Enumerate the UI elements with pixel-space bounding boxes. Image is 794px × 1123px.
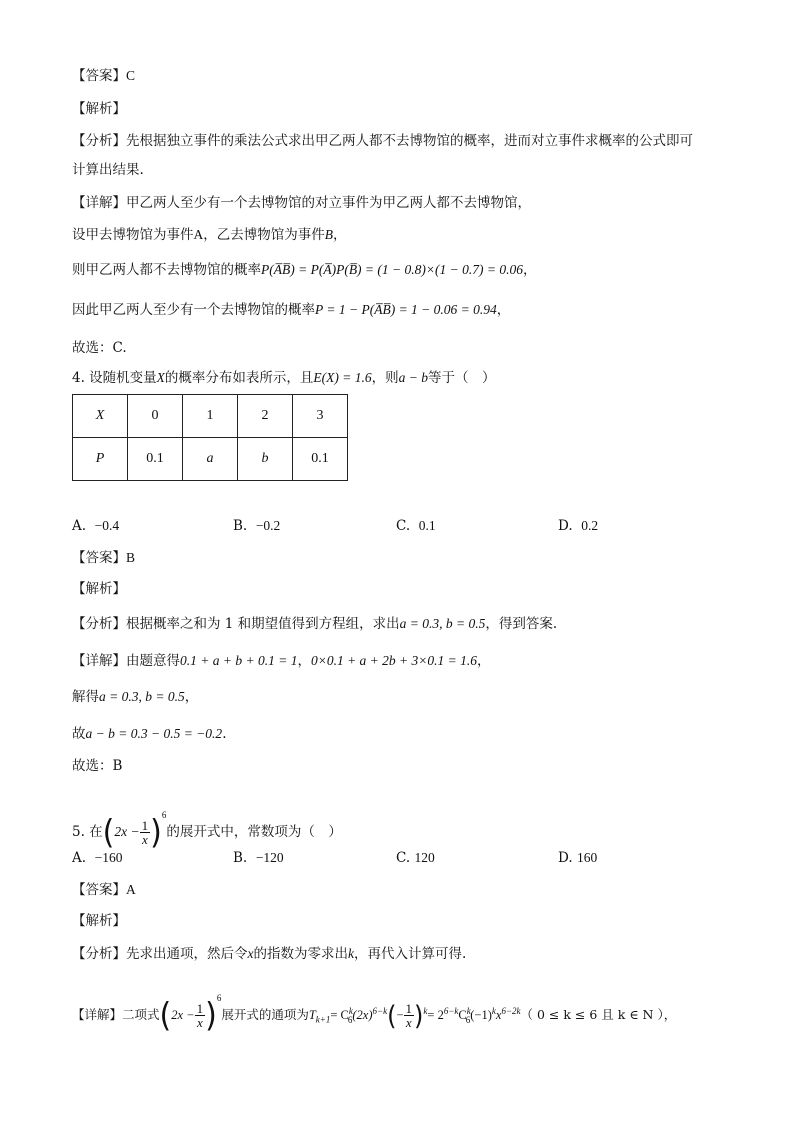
q3-analysis-line-2: 计算出结果.: [72, 162, 144, 178]
option-label: D.: [558, 850, 573, 866]
power-of-two: = 2: [427, 1008, 444, 1022]
probability-formula: P(A̅B̅) = P(A̅)P(B̅) = (1 − 0.8)×(1 − 0.7) = 0.06: [261, 262, 523, 277]
punct: ，: [522, 262, 537, 278]
q5-option-d[interactable]: [558, 848, 597, 868]
combination-sub: 6: [465, 1014, 471, 1025]
table-cell: 0: [128, 395, 183, 438]
q3-detail-line-1: [72, 193, 734, 213]
paren-left: (: [387, 1000, 397, 1031]
paren-left: (: [159, 995, 172, 1035]
stem-text: 4. 设随机变量: [72, 370, 157, 386]
q4-answer-line: [72, 548, 734, 568]
q4-option-b[interactable]: [233, 516, 280, 536]
detail-text: 则甲乙两人都不去博物馆的概率: [72, 262, 261, 278]
fraction: [140, 819, 151, 846]
table-cell: 1: [183, 395, 238, 438]
option-label: B.: [233, 518, 248, 534]
q4-option-c[interactable]: [396, 516, 436, 536]
stem-text: 5. 在: [72, 824, 103, 840]
punct: ，: [333, 227, 347, 243]
combination-sub: 6: [347, 1014, 353, 1025]
option-value: −120: [255, 850, 284, 865]
option-value: −0.2: [255, 518, 281, 533]
table-cell: 0.1: [293, 438, 348, 481]
power-exponent: 6−k: [443, 1005, 459, 1016]
answer-tag: 【答案】: [72, 68, 126, 84]
detail-tag: 【详解】: [72, 195, 126, 211]
option-value: 0.1: [418, 518, 436, 533]
q4-detail-line-2: [72, 687, 734, 707]
option-value: 160: [576, 850, 598, 865]
q5-option-b[interactable]: [233, 848, 284, 868]
fraction-denominator: x: [405, 1015, 412, 1030]
probability-table: [72, 394, 348, 481]
analysis-text: ，再代入计算可得.: [354, 946, 467, 962]
equation-sum: 0.1 + a + b + 0.1 = 1: [180, 653, 298, 668]
fraction: [195, 1002, 206, 1029]
analysis-text: 先根据独立事件的乘法公式求出甲乙两人都不去博物馆的概率，进而对立事件求概率的公式即可: [126, 133, 693, 149]
detail-text: 故: [72, 726, 86, 742]
q3-choice: 故选：C.: [72, 340, 127, 356]
punct: ，: [477, 653, 491, 669]
option-label: B.: [233, 850, 248, 866]
answer-value: C: [126, 68, 136, 83]
stem-text: ，则: [371, 370, 399, 386]
neg-one: (−1): [470, 1008, 492, 1022]
table-cell: P: [73, 438, 128, 481]
x-exponent: 6−2k: [501, 1005, 521, 1016]
base-exponent: 6−k: [372, 1005, 388, 1016]
detail-text: 由题意得: [126, 653, 180, 669]
probability-formula: P = 1 − P(A̅B̅) = 1 − 0.06 = 0.94: [315, 302, 497, 317]
detail-text: ，乙去博物馆为事件: [203, 227, 325, 243]
fraction-numerator: 1: [196, 1001, 204, 1016]
exponent: 6: [216, 993, 222, 1003]
q5-detail-line: 【详解】二项式(2x − $\frac{1}{x}$ )$^6$展开式的通项为$T_{k+1}= C^k_6(2x)^{6-k}(-$ $\frac{1}{x}$ )$^k= 2^{6-k}C^k_6(-1)^kx^{6-2k}$（ 0 ≤ k ≤ 6 且 k ∈ N ），: [72, 978, 734, 1018]
analysis-text: 根据概率之和为 1 和期望值得到方程组，求出: [126, 616, 400, 632]
combination-sup: k: [348, 1005, 353, 1016]
condition: （ 0 ≤ k ≤ 6 且 k ∈ N ），: [520, 1007, 677, 1022]
table-cell: a: [183, 438, 238, 481]
table-row-header: [73, 395, 348, 438]
paren-left: (: [102, 812, 115, 852]
q3-detail-line-3: [72, 260, 734, 280]
result-formula: a − b = 0.3 − 0.5 = −0.2: [85, 726, 223, 741]
option-label: A.: [72, 518, 87, 534]
punct: ，: [297, 653, 311, 669]
analysis-tag: 【分析】: [72, 616, 126, 632]
table-cell: 3: [293, 395, 348, 438]
analysis-text: ，得到答案.: [485, 616, 558, 632]
table-cell: 2: [238, 395, 293, 438]
answer-tag: 【答案】: [72, 550, 126, 566]
table-cell: b: [238, 438, 293, 481]
table-cell: X: [73, 395, 128, 438]
variable-x: x: [495, 1008, 502, 1022]
expr-left: 2x −: [171, 1008, 195, 1022]
q3-answer-line: [72, 66, 734, 86]
paren-right: ): [414, 1000, 424, 1031]
q5-option-c[interactable]: [396, 848, 435, 868]
detail-text: 设甲去博物馆为事件: [72, 227, 194, 243]
expectation-formula: E(X) = 1.6: [313, 370, 372, 385]
detail-text: 因此甲乙两人至少有一个去博物馆的概率: [72, 302, 315, 318]
punct: ，: [184, 689, 199, 705]
option-value: 0.2: [581, 518, 599, 533]
table-cell: 0.1: [128, 438, 183, 481]
fraction-numerator: 1: [405, 1001, 413, 1016]
event-a: A: [193, 227, 204, 242]
analysis-tag: 【分析】: [72, 133, 126, 149]
option-label: C.: [396, 850, 411, 866]
punct: .: [222, 726, 227, 742]
q3-analysis-heading: 【解析】: [72, 101, 126, 117]
answer-tag: 【答案】: [72, 882, 126, 898]
q5-stem: [72, 798, 734, 852]
paren-right: ): [150, 812, 162, 852]
answer-value: A: [126, 882, 136, 897]
q4-detail-line-3: [72, 724, 734, 744]
answer-value: B: [126, 550, 136, 565]
q4-analysis-heading: 【解析】: [72, 581, 126, 597]
paren-right: ): [205, 995, 217, 1035]
solution-formula: a = 0.3, b = 0.5: [399, 616, 486, 631]
option-label: A.: [72, 850, 87, 866]
q4-analysis-line: [72, 614, 734, 634]
combination-symbol: C: [458, 1008, 467, 1022]
detail-text: 展开式的通项为: [221, 1007, 309, 1022]
exponent: k: [423, 1005, 428, 1016]
fraction-denominator: x: [196, 1015, 203, 1030]
detail-text: 二项式: [122, 1007, 160, 1022]
q4-choice: 故选：B: [72, 758, 123, 774]
expr-left: 2x −: [114, 824, 140, 839]
q5-analysis-line: [72, 944, 734, 964]
exponent: 6: [161, 810, 167, 820]
detail-tag: 【详解】: [72, 1007, 123, 1022]
neg-one-exponent: k: [491, 1005, 496, 1016]
variable-x: X: [156, 370, 165, 385]
variable-x: x: [247, 946, 254, 961]
option-value: −160: [94, 850, 123, 865]
option-label: D.: [558, 518, 573, 534]
combination-symbol: = C: [330, 1008, 349, 1022]
variable-k: k: [348, 946, 354, 961]
option-value: 120: [414, 850, 435, 865]
term-subscript: k+1: [315, 1014, 331, 1025]
combination-sup: k: [466, 1005, 471, 1016]
q4-option-d[interactable]: [558, 516, 598, 536]
fraction: [404, 1002, 415, 1029]
q3-detail-line-2: [72, 225, 734, 245]
q4-stem: [72, 368, 734, 388]
fraction-numerator: 1: [141, 818, 149, 833]
option-label: C.: [396, 518, 411, 534]
analysis-text: 的指数为零求出: [253, 946, 348, 962]
stem-text: 的展开式中，常数项为（ ）: [166, 824, 342, 840]
q4-detail-line-1: [72, 651, 734, 671]
analysis-text: 先求出通项，然后令: [126, 946, 248, 962]
analysis-tag: 【分析】: [72, 946, 126, 962]
difference-formula: a − b: [398, 370, 429, 385]
q5-analysis-heading: 【解析】: [72, 913, 126, 929]
punct: ，: [496, 302, 511, 318]
detail-tag: 【详解】: [72, 653, 126, 669]
stem-text: 的概率分布如表所示，且: [164, 370, 314, 386]
table-row-probability: [73, 438, 348, 481]
option-value: −0.4: [94, 518, 120, 533]
fraction-denominator: x: [141, 832, 148, 847]
event-b: B: [324, 227, 333, 242]
q4-option-a[interactable]: [72, 516, 119, 536]
detail-text: 解得: [72, 689, 99, 705]
q3-analysis-line-1: [72, 131, 734, 151]
q5-option-a[interactable]: [72, 848, 123, 868]
base-term: (2x): [352, 1008, 373, 1022]
equation-expectation: 0×0.1 + a + 2b + 3×0.1 = 1.6: [310, 653, 477, 668]
q5-answer-line: [72, 880, 734, 900]
solution-formula: a = 0.3, b = 0.5: [99, 689, 185, 704]
q3-detail-line-4: [72, 300, 734, 320]
general-term: T: [308, 1008, 316, 1022]
stem-text: 等于（ ）: [428, 370, 496, 386]
detail-text: 甲乙两人至少有一个去博物馆的对立事件为甲乙两人都不去博物馆，: [126, 195, 531, 211]
